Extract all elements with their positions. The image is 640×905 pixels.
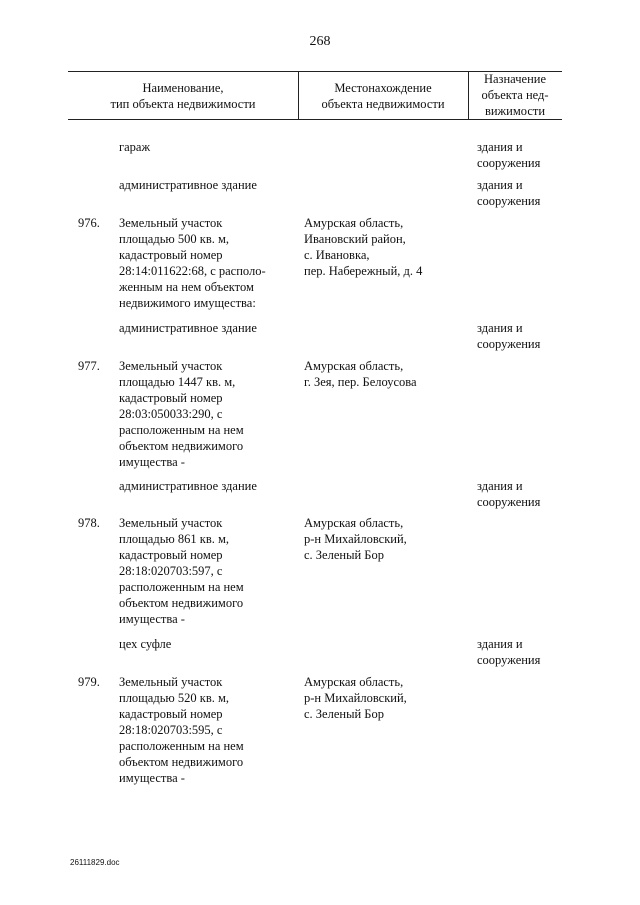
header-location: Местонахождение объекта недвижимости: [321, 81, 445, 111]
row-number: 977.: [78, 359, 100, 373]
row-purpose: здания и сооружения: [477, 321, 541, 351]
row-description: цех суфле: [119, 637, 172, 651]
row-number: 976.: [78, 216, 100, 230]
header-purpose: Назначение объекта нед- вижимости: [481, 72, 549, 118]
table-header-rule: [68, 119, 562, 120]
row-location: Амурская область, г. Зея, пер. Белоусова: [304, 359, 417, 389]
row-description: Земельный участок площадью 520 кв. м, кадастровый номер 28:18:020703:595, с расположенным на нем объектом недвижимого имущества -: [119, 675, 244, 785]
row-description: Земельный участок площадью 500 кв. м, кадастровый номер 28:14:011622:68, с располо- женным на нем объектом недвижимого имущества:: [119, 216, 266, 310]
row-location: Амурская область, р-н Михайловский, с. Зеленый Бор: [304, 516, 407, 562]
row-location: Амурская область, р-н Михайловский, с. Зеленый Бор: [304, 675, 407, 721]
row-description: Земельный участок площадью 1447 кв. м, кадастровый номер 28:03:050033:290, с расположенным на нем объектом недвижимого имущества -: [119, 359, 244, 469]
row-purpose: здания и сооружения: [477, 140, 541, 170]
row-description: административное здание: [119, 178, 257, 192]
document-code: 26111829.doc: [70, 858, 120, 867]
row-description: административное здание: [119, 479, 257, 493]
row-purpose: здания и сооружения: [477, 637, 541, 667]
header-name-type: Наименование, тип объекта недвижимости: [110, 81, 256, 111]
row-description: гараж: [119, 140, 151, 154]
row-number: 978.: [78, 516, 100, 530]
row-purpose: здания и сооружения: [477, 178, 541, 208]
row-description: административное здание: [119, 321, 257, 335]
row-location: Амурская область, Ивановский район, с. Ивановка, пер. Набережный, д. 4: [304, 216, 423, 278]
row-number: 979.: [78, 675, 100, 689]
page-number: 268: [309, 34, 331, 49]
row-description: Земельный участок площадью 861 кв. м, кадастровый номер 28:18:020703:597, с расположенным на нем объектом недвижимого имущества -: [119, 516, 244, 626]
row-purpose: здания и сооружения: [477, 479, 541, 509]
